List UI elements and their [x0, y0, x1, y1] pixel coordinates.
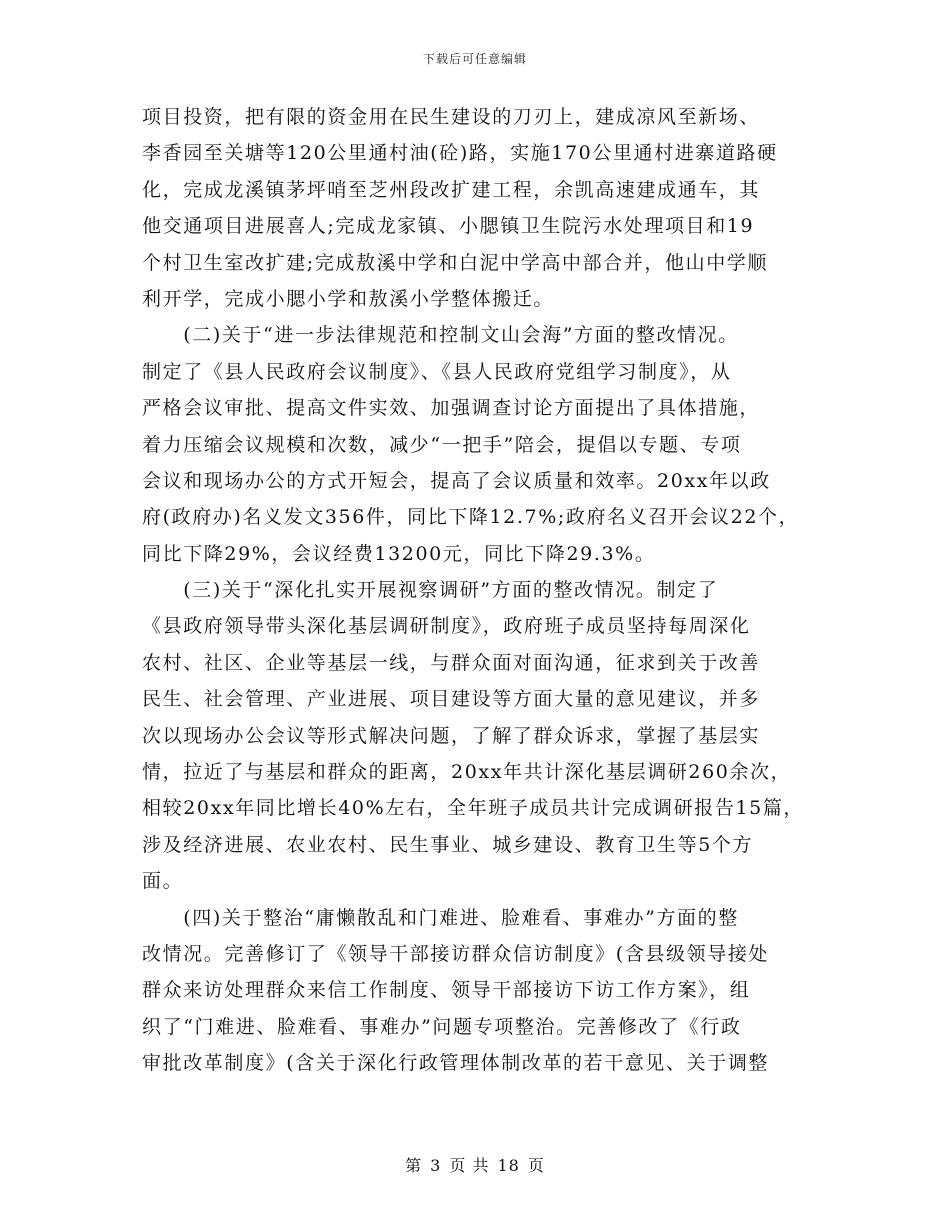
footer-suffix: 页 [527, 1156, 545, 1175]
current-page-number: 3 [430, 1156, 442, 1175]
page-header: 下载后可任意编辑 [422, 52, 527, 66]
text-line: 织了“门难进、脸难看、事难办”问题专项整治。完善修改了《行政 [142, 1015, 742, 1038]
total-page-count: 18 [497, 1156, 520, 1175]
text-line: (四)关于整治“庸懒散乱和门难进、脸难看、事难办”方面的整 [142, 906, 739, 929]
text-line: 次以现场办公会议等形式解决问题，了解了群众诉求，掌握了基层实 [142, 724, 761, 747]
text-line: 《县政府领导带头深化基层调研制度》，政府班子成员坚持每周深化 [142, 615, 751, 638]
text-line: 他交通项目进展喜人;完成龙家镇、小腮镇卫生院污水处理项目和19 [142, 215, 755, 238]
footer-prefix: 第 [405, 1156, 423, 1175]
text-line: 李香园至关塘等120公里通村油(砼)路，实施170公里通村进寨道路硬 [142, 142, 778, 165]
text-line: 着力压缩会议规模和次数，减少“一把手”陪会，提倡以专题、专项 [142, 433, 742, 456]
text-line: (三)关于“深化扎实开展视察调研”方面的整改情况。制定了 [142, 579, 719, 602]
text-line: 同比下降29%，会议经费13200元，同比下降29.3%。 [142, 542, 656, 565]
text-line: 涉及经济进展、农业农村、民生事业、城乡建设、教育卫生等5个方 [142, 833, 754, 856]
text-line: 会议和现场办公的方式开短会，提高了会议质量和效率。20xx年以政 [142, 469, 771, 492]
text-line: 面。 [142, 870, 184, 893]
text-line: 利开学，完成小腮小学和敖溪小学整体搬迁。 [142, 287, 555, 310]
document-body [142, 99, 817, 1082]
footer-middle: 页 共 [449, 1156, 490, 1175]
text-line: 民生、社会管理、产业进展、项目建设等方面大量的意见建议，并多 [142, 688, 761, 711]
text-line: 群众来访处理群众来信工作制度、领导干部接访下访工作方案》，组 [142, 979, 751, 1002]
text-line: 相较20xx年同比增长40%左右，全年班子成员共计完成调研报告15篇， [142, 797, 805, 820]
text-line: 审批改革制度》(含关于深化行政管理体制改革的若干意见、关于调整 [142, 1052, 770, 1075]
text-line: 个村卫生室改扩建;完成敖溪中学和白泥中学高中部合并，他山中学顺 [142, 251, 769, 274]
text-line: 项目投资，把有限的资金用在民生建设的刀刃上，建成凉风至新场、 [142, 106, 761, 128]
text-line: 严格会议审批、提高文件实效、加强调查讨论方面提出了具体措施， [142, 397, 761, 420]
text-line: 改情况。完善修订了《领导干部接访群众信访制度》(含县级领导接处 [142, 942, 770, 965]
page-footer [0, 1153, 950, 1176]
text-line: (二)关于“进一步法律规范和控制文山会海”方面的整改情况。 [142, 324, 739, 347]
text-line: 情，拉近了与基层和群众的距离，20xx年共计深化基层调研260余次， [142, 761, 792, 784]
text-line: 府(政府办)名义发文356件，同比下降12.7%;政府名义召开会议22个， [142, 506, 800, 529]
text-line: 制定了《县人民政府会议制度》、《县人民政府党组学习制度》，从 [142, 360, 732, 383]
text-line: 农村、社区、企业等基层一线，与群众面对面沟通，征求到关于改善 [142, 651, 761, 674]
text-line: 化，完成龙溪镇茅坪哨至芝州段改扩建工程，余凯高速建成通车，其 [142, 178, 761, 201]
